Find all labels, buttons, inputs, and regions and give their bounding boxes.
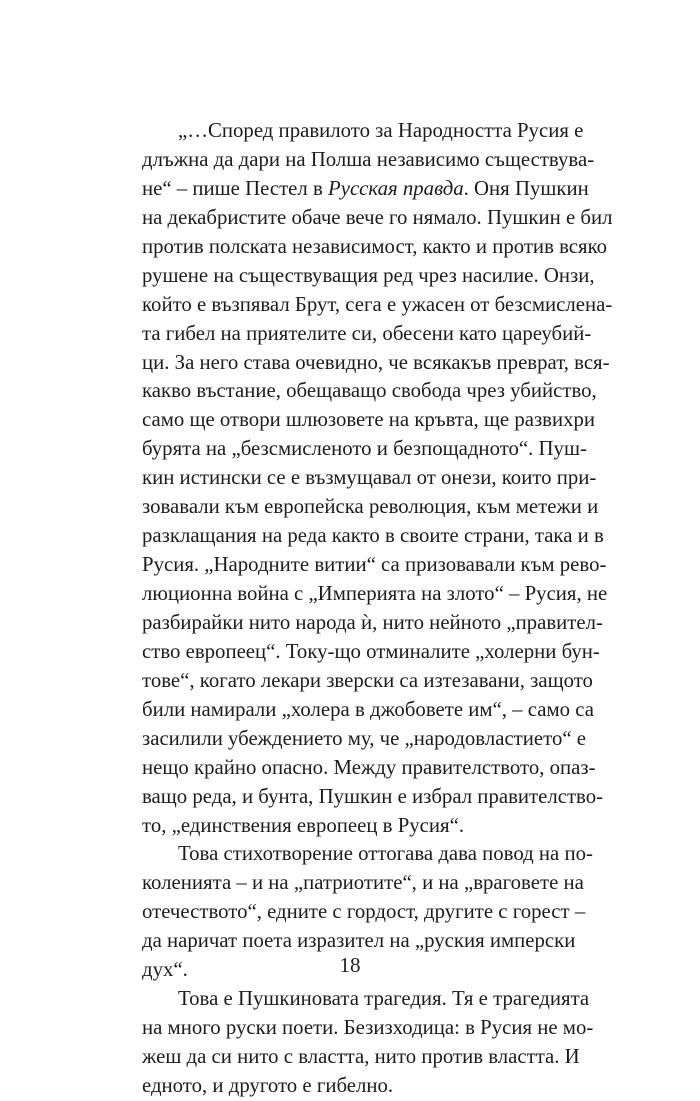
text-line	[142, 696, 594, 725]
text-line	[142, 667, 593, 696]
text-line	[142, 725, 587, 754]
text-segment: „…Според правилото за Народността Русия е	[178, 119, 584, 142]
text-line	[142, 522, 604, 551]
text-segment: разклащания на реда както в своите страни, така и в	[142, 524, 604, 548]
text-line	[142, 783, 604, 812]
text-line	[142, 435, 587, 464]
text-line	[142, 146, 595, 175]
text-segment: да наричат поета изразител на „руския имперски	[142, 929, 576, 953]
text-segment: едното, и другото е гибелно.	[142, 1073, 394, 1097]
text-line	[142, 869, 584, 898]
text-segment: коленията – и на „патриотите“, и на „враговете на	[142, 871, 584, 895]
text-segment: та гибел на приятелите си, обесени като цареубий-	[142, 321, 592, 345]
text-line	[142, 840, 593, 869]
text-segment: Русия. „Народните витии“ са призовавали към рево-	[142, 553, 607, 577]
text-segment: то, „единствения европеец в Русия“.	[142, 813, 465, 837]
text-line	[142, 898, 586, 927]
text-line	[142, 754, 596, 783]
text-segment: рушене на съществуващия ред чрез насилие. Онзи,	[142, 263, 595, 287]
paragraph	[142, 117, 613, 840]
text-segment: отечеството“, едните с гордост, другите с горест –	[142, 900, 586, 924]
page-number: 18	[339, 953, 361, 977]
text-segment: какво въстание, обещаващо свобода чрез убийство,	[142, 379, 597, 403]
text-line	[142, 117, 584, 146]
text-segment: засилили убеждението му, че „народовластието“ е	[142, 726, 587, 750]
text-line	[142, 262, 595, 291]
text-line	[142, 320, 592, 349]
text-line	[142, 1043, 580, 1072]
text-segment: люционна война с „Империята на злото“ – Русия, не	[142, 582, 608, 605]
text-segment: жеш да си нито с властта, нито против властта. И	[142, 1045, 580, 1068]
text-line	[142, 233, 608, 262]
text-segment: тове“, когато лекари зверски са изтезавани, защото	[142, 668, 593, 692]
text-segment: разбирайки нито народа ѝ, нито нейното „правител-	[142, 610, 603, 634]
text-segment: Това е Пушкиновата трагедия. Тя е трагедията	[178, 987, 590, 1011]
text-segment: . Оня Пушкин	[463, 176, 589, 200]
text-segment: Това стихотворение оттогава дава повод на по-	[178, 842, 593, 866]
text-line	[142, 349, 610, 378]
text-segment: бурята на „безсмисленото и безпощадното“. Пуш-	[142, 437, 587, 461]
text-segment: ци. За него става очевидно, че всякакъв преврат, вся-	[142, 350, 610, 374]
text-line	[142, 1072, 562, 1101]
text-line	[142, 175, 589, 204]
text-segment: който е възпявал Брут, сега е ужасен от безсмислена-	[142, 292, 613, 316]
text-line	[142, 464, 597, 493]
text-line	[142, 985, 590, 1014]
text-segment: само ще отвори шлюзовете на кръвта, ще развихри	[142, 408, 596, 432]
text-line	[142, 377, 597, 406]
text-line	[142, 551, 607, 580]
text-segment: нещо крайно опасно. Между правителството, опаз-	[142, 755, 596, 779]
text-segment: ство европеец“. Току-що отминалите „холерни бун-	[142, 639, 600, 663]
text-segment: били намирали „холера в джобовете им“, – само са	[142, 697, 594, 721]
text-line	[142, 638, 600, 667]
text-line	[142, 291, 613, 320]
text-line	[142, 580, 608, 609]
text-segment: не“ – пише Пестел в	[142, 176, 329, 200]
text-segment: на декабристите обаче вече го нямало. Пушкин е бил	[142, 205, 613, 229]
text-segment: дух“.	[142, 958, 188, 982]
text-segment: ващо реда, и бунта, Пушкин е избрал правителство-	[142, 784, 604, 808]
italic-title: Русская правда	[328, 176, 464, 200]
paragraph	[142, 985, 594, 1101]
text-line	[142, 493, 599, 522]
text-line	[142, 609, 603, 638]
text-segment: зовавали към европейска революция, към метежи и	[142, 495, 599, 519]
text-line	[142, 406, 596, 435]
text-segment: на много руски поети. Безизходица: в Русия не мо-	[142, 1016, 594, 1040]
text-line	[142, 812, 562, 841]
text-segment: длъжна да дари на Полша независимо съществува-	[142, 147, 595, 171]
text-segment: против полската независимост, както и против всяко	[142, 234, 608, 258]
text-line	[142, 204, 613, 233]
text-segment: кин истински се е възмущавал от онези, които при-	[142, 466, 597, 490]
text-line	[142, 1014, 594, 1043]
